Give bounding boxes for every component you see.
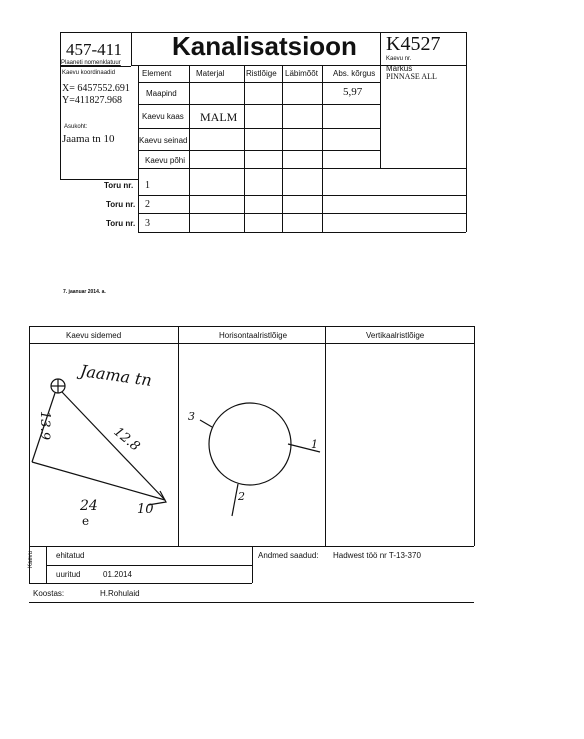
footer-bottom-line [29,602,474,603]
tie-line-base [32,462,165,500]
compiled-label: Koostas: [33,589,65,598]
footer-bottom-left [29,583,252,584]
coords-label: Kaevu koordinaadid [62,70,116,76]
row-element-ground: Maapind [146,89,177,98]
row-element-walls: Kaevu seinad [139,136,188,145]
row-element-bottom: Kaevu põhi [145,156,186,165]
ties-sketch [32,379,166,505]
col-header-section: Ristlõige [246,69,277,78]
location-value: Jaama tn 10 [62,133,115,145]
footer-side-label: Kaevu [28,550,34,568]
surveyed-label: uuritud [56,570,81,579]
col-header-remark: Märkus [386,64,413,73]
col-header-abs: Abs. kõrgus [333,69,376,78]
distance-12-8: 12.8 [110,424,143,455]
well-id: K4527 [386,33,441,55]
sheet-number: 457-411 [66,40,123,59]
row-element-lid: Kaevu kaas [142,112,184,121]
col-header-diameter: Läbimõõt [285,69,318,78]
footer-mid-divider [252,546,253,583]
pipe-label-2: Toru nr. [106,200,136,209]
coord-y: Y=411827.968 [62,95,122,106]
well-cross-section [209,403,291,485]
page-title: Kanalisatsioon [172,31,357,61]
source-value: Hadwest töö nr T-13-370 [333,551,421,560]
distance-24: 24 [80,498,98,514]
coord-x: X= 6457552.691 [62,83,130,94]
location-label: Asukoht: [64,124,88,130]
row-abs-ground: 5,97 [343,86,363,98]
pipe-label-sketch-3: 3 [188,410,195,423]
compiled-value: H.Rohulaid [100,589,140,598]
col-header-material: Materjal [196,69,225,78]
panel-title-horizontal: Horisontaalristlõige [219,331,288,340]
tie-line-12-8 [62,392,165,500]
col-header-element: Element [142,69,172,78]
pipe-label-sketch-2: 2 [238,490,245,503]
pipe-number-1: 1 [145,180,150,191]
surveyed-date: 01.2014 [103,570,132,579]
built-label: ehitatud [56,551,85,560]
row-material-lid: MALM [200,110,238,124]
pipe-label-1: Toru nr. [104,181,134,190]
well-id-label: Kaevu nr. [386,56,412,62]
panel-title-vertical: Vertikaalristlõige [366,331,425,340]
sheet-number-label: Plaaneti nomenklatuur [61,60,121,66]
distance-10: 10 [137,502,154,517]
source-label: Andmed saadud: [258,551,319,560]
pipe-number-2: 2 [145,199,150,210]
pipe-line-3 [200,420,212,427]
date-stamp: 7. jaanuar 2014. a. [63,289,106,295]
footer-row-divider [46,565,252,566]
distance-13-9: 13.9 [36,411,52,440]
direction-mark: e [82,514,90,528]
horizontal-sketch [200,403,320,516]
street-note: Jaama tn [79,361,154,390]
remark-value: PINNASE ALL [386,72,437,81]
pipe-label-3: Toru nr. [106,219,136,228]
pipe-label-sketch-1: 1 [311,438,318,451]
pipe-number-3: 3 [145,218,150,229]
panel-title-ties: Kaevu sidemed [66,331,122,340]
